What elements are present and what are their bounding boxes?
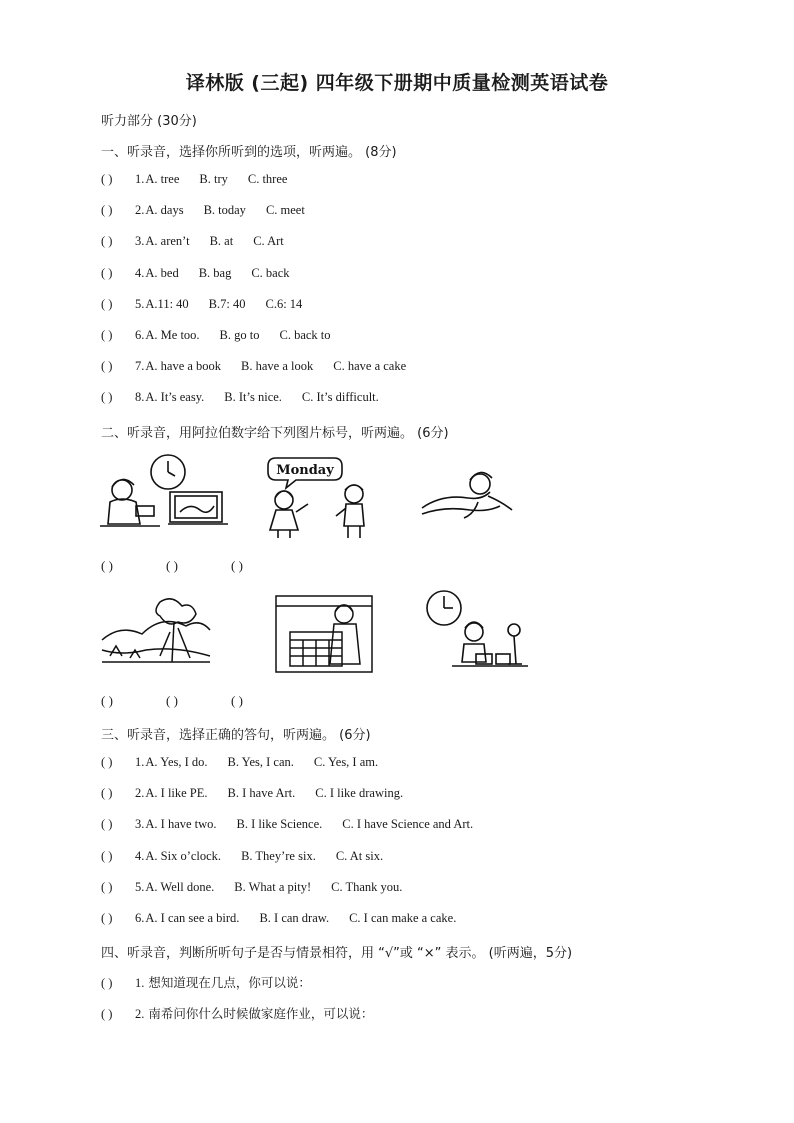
picture-children-monday xyxy=(262,454,382,540)
question-item xyxy=(101,297,302,312)
question-item xyxy=(101,817,473,832)
listening-header: 听力部分 (30分) xyxy=(101,114,197,129)
question-number: 7. xyxy=(135,359,145,374)
section2-row1-blanks xyxy=(101,558,296,574)
option-a: A. Me too. xyxy=(145,328,200,342)
answer-blank[interactable]: ( ) xyxy=(101,265,113,280)
question-item xyxy=(101,973,311,991)
answer-blank[interactable]: ( ) xyxy=(101,328,113,342)
option-c: C. Thank you. xyxy=(331,879,403,894)
question-item xyxy=(101,359,406,374)
question-number: 4. xyxy=(135,265,145,280)
option-a: A. have a book xyxy=(145,359,222,374)
option-c: C. meet xyxy=(265,203,305,218)
option-a: A. Well done. xyxy=(145,879,215,894)
answer-blank[interactable]: ( ) xyxy=(101,879,113,894)
option-c: C. back to xyxy=(279,328,331,342)
option-b: B. What a pity! xyxy=(234,879,312,894)
answer-blank[interactable]: ( ) xyxy=(101,359,113,374)
option-c: C. It’s difficult. xyxy=(301,390,379,405)
question-number: 3. xyxy=(135,817,145,832)
question-item xyxy=(101,911,456,926)
blank-6[interactable]: ( ) xyxy=(231,693,243,708)
question-item xyxy=(101,786,403,801)
option-c: C. have a cake xyxy=(333,359,407,374)
question-item xyxy=(101,234,284,249)
option-c: C. I have Science and Art. xyxy=(342,817,474,832)
option-c: C. three xyxy=(247,172,288,186)
option-b: B. try xyxy=(199,172,228,186)
question-number: 1. xyxy=(135,172,145,186)
option-b: B. I like Science. xyxy=(236,817,323,832)
question-number: 1. xyxy=(135,755,145,769)
bubble-text: Monday xyxy=(276,463,334,478)
answer-blank[interactable]: ( ) xyxy=(101,1007,113,1021)
section1-heading: 一、听录音，选择你所听到的选项，听两遍。 (8分) xyxy=(101,145,397,160)
question-number: 5. xyxy=(135,879,145,894)
option-b: B. go to xyxy=(219,328,260,342)
blank-2[interactable]: ( ) xyxy=(166,558,178,573)
question-item xyxy=(101,1004,373,1022)
picture-boy-watching-tv xyxy=(100,452,230,532)
question-item xyxy=(101,880,402,895)
option-a: A. It’s easy. xyxy=(145,390,205,405)
blank-1[interactable]: ( ) xyxy=(101,558,113,573)
question-number: 2. xyxy=(135,786,145,801)
option-b: B. They’re six. xyxy=(241,848,316,863)
option-c: C. At six. xyxy=(335,848,384,863)
question-number: 5. xyxy=(135,296,145,311)
option-b: B. It’s nice. xyxy=(224,390,282,405)
option-c: C.6: 14 xyxy=(265,296,303,311)
question-item xyxy=(101,755,378,770)
question-item xyxy=(101,266,290,281)
answer-blank[interactable]: ( ) xyxy=(101,911,113,925)
question-number: 8. xyxy=(135,390,145,405)
option-a: A. I like PE. xyxy=(145,786,208,801)
option-b: B. I have Art. xyxy=(227,786,296,801)
option-c: C. I like drawing. xyxy=(315,786,404,801)
section2-row2-blanks xyxy=(101,693,296,709)
option-a: A.11: 40 xyxy=(145,296,189,311)
question-number: 2. xyxy=(135,1007,145,1021)
section2-heading: 二、听录音，用阿拉伯数字给下列图片标号，听两遍。 (6分) xyxy=(101,426,449,441)
option-a: A. I can see a bird. xyxy=(145,911,240,925)
picture-boy-homework xyxy=(422,588,534,676)
question-number: 3. xyxy=(135,234,145,249)
question-text: 南希问你什么时候做家庭作业，可以说： xyxy=(148,1006,374,1021)
option-a: A. Six o’clock. xyxy=(145,848,222,863)
picture-girl-swimming xyxy=(418,462,518,532)
answer-blank[interactable]: ( ) xyxy=(101,755,113,769)
blank-5[interactable]: ( ) xyxy=(166,693,178,708)
option-c: C. Art xyxy=(253,234,284,249)
answer-blank[interactable]: ( ) xyxy=(101,786,113,801)
option-b: B. I can draw. xyxy=(259,911,330,925)
section3-heading: 三、听录音，选择正确的答句，听两遍。 (6分) xyxy=(101,728,371,743)
option-a: A. I have two. xyxy=(145,817,217,832)
answer-blank[interactable]: ( ) xyxy=(101,976,113,990)
blank-4[interactable]: ( ) xyxy=(101,693,113,708)
option-a: A. aren’t xyxy=(145,234,190,249)
answer-blank[interactable]: ( ) xyxy=(101,848,113,863)
question-item xyxy=(101,172,287,187)
question-item xyxy=(101,390,379,405)
option-b: B. bag xyxy=(198,265,232,280)
option-c: C. I can make a cake. xyxy=(349,911,457,925)
option-a: A. days xyxy=(145,203,184,218)
option-c: C. Yes, I am. xyxy=(313,755,379,769)
answer-blank[interactable]: ( ) xyxy=(101,234,113,249)
answer-blank[interactable]: ( ) xyxy=(101,390,113,405)
picture-teacher-timetable xyxy=(272,594,376,676)
question-number: 1. xyxy=(135,976,145,990)
question-item xyxy=(101,849,383,864)
option-b: B.7: 40 xyxy=(208,296,246,311)
section4-heading: 四、听录音，判断所听句子是否与情景相符，用 “√”或 “×” 表示。 (听两遍，5分) xyxy=(101,946,573,961)
picture-trees-landscape xyxy=(100,592,212,672)
option-b: B. have a look xyxy=(241,359,314,374)
blank-3[interactable]: ( ) xyxy=(231,558,243,573)
question-number: 4. xyxy=(135,848,145,863)
answer-blank[interactable]: ( ) xyxy=(101,817,113,832)
question-item xyxy=(101,203,305,218)
option-b: B. at xyxy=(209,234,234,249)
question-number: 2. xyxy=(135,203,145,218)
question-item xyxy=(101,328,331,343)
option-a: A. Yes, I do. xyxy=(145,755,208,769)
option-b: B. Yes, I can. xyxy=(227,755,294,769)
question-number: 6. xyxy=(135,911,145,925)
question-text: 想知道现在几点，你可以说： xyxy=(148,975,311,990)
page-title: 译林版 (三起) 四年级下册期中质量检测英语试卷 xyxy=(185,72,609,94)
option-a: A. bed xyxy=(145,265,179,280)
answer-blank[interactable]: ( ) xyxy=(101,296,113,311)
answer-blank[interactable]: ( ) xyxy=(101,203,113,218)
option-b: B. today xyxy=(203,203,246,218)
answer-blank[interactable]: ( ) xyxy=(101,172,113,186)
option-a: A. tree xyxy=(145,172,180,186)
option-c: C. back xyxy=(251,265,290,280)
question-number: 6. xyxy=(135,328,145,342)
